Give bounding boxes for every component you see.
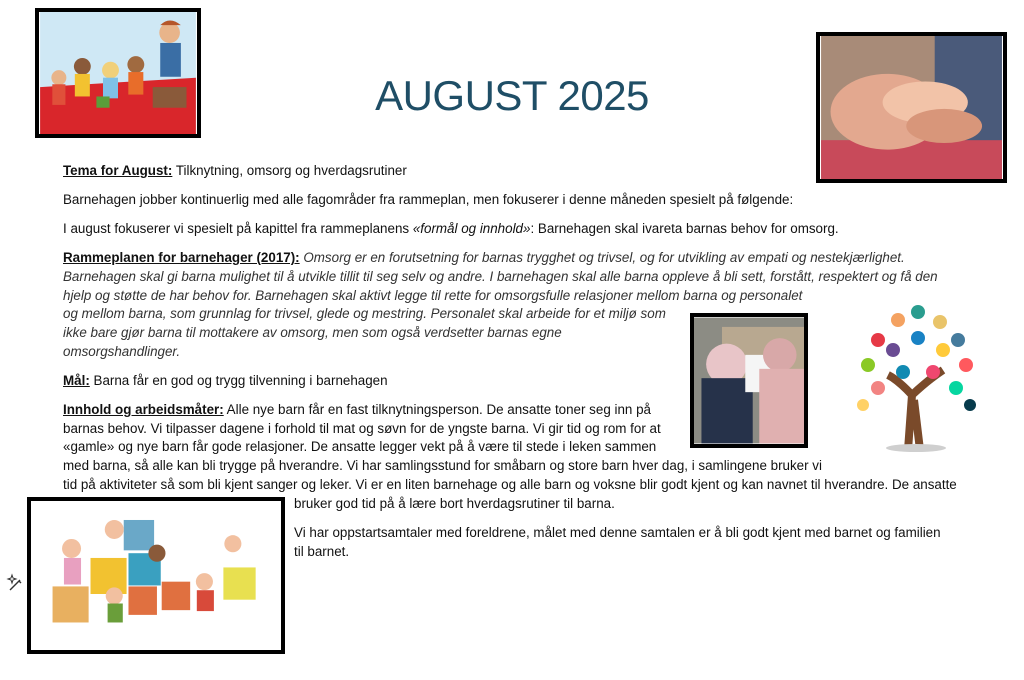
framework-line-1 [63, 248, 905, 268]
framework-line-2: Barnehagen skal gi barna mulighet til å utvikle tillit til seg selv og andre. I barnehagen skal alle barna oppleve å bli sett, forstått, respektert og få den [63, 269, 938, 284]
theme-label: Tema for August: [63, 163, 173, 178]
intro2-before: I august fokuserer vi spesielt på kapittel fra rammeplanens [63, 221, 413, 236]
framework-line-3: hjelp og støtte de har behov for. Barnehagen skal aktivt legge til rette for omsorgsfulle relasjoner mellom barna og personalet [63, 288, 803, 303]
goal-label: Mål: [63, 373, 90, 388]
content-line-5: tid på aktiviteter så som bli kjent sanger og leker. Vi er en liten barnehage og alle barn og voksne blir godt kjent og kan navnet til hverandre. De ansatte [63, 477, 957, 492]
startup-line-1: Vi har oppstartsamtaler med foreldrene, målet med denne samtalen er å bli godt kjent med barnet og familien [294, 525, 941, 540]
page-title: AUGUST 2025 [375, 72, 649, 119]
framework-line-6: omsorgshandlinger. [63, 344, 181, 359]
children-blocks-illustration [27, 497, 285, 654]
framework-line-4: og mellom barna, som grunnlag for trivsel, glede og mestring. Personalet skal arbeide for et miljø som [63, 306, 666, 321]
content-line-1 [63, 400, 651, 420]
kids-playing-illustration [35, 8, 201, 138]
goal-paragraph [63, 371, 388, 391]
startup-line-2: til barnet. [294, 544, 350, 559]
content-text-1: Alle nye barn får en fast tilknytningsperson. De ansatte toner seg inn på [223, 402, 651, 417]
intro2-after: : Barnehagen skal ivareta barnas behov for omsorg. [530, 221, 839, 236]
content-label: Innhold og arbeidsmåter: [63, 402, 224, 417]
children-crafting-photo [690, 313, 808, 448]
content-line-6: bruker god tid på å lære bort hverdagsrutiner til barna. [294, 496, 615, 511]
theme-paragraph [63, 161, 407, 181]
intro2-italic: «formål og innhold» [412, 221, 531, 236]
framework-label: Rammeplanen for barnehager (2017): [63, 250, 300, 265]
theme-text: Tilknytning, omsorg og hverdagsrutiner [172, 163, 407, 178]
framework-line-5: ikke bare gjør barna til mottakere av omsorg, men som også verdsetter barnas egne [63, 325, 562, 340]
intro-paragraph-2 [63, 219, 839, 239]
goal-text: Barna får en god og trygg tilvenning i barnehagen [89, 373, 388, 388]
sparkle-pen-icon[interactable] [6, 572, 28, 594]
framework-text-1: Omsorg er en forutsetning for barnas trygghet og trivsel, og for utvikling av empati og nestekjærlighet. [299, 250, 905, 265]
content-line-4: med barna, så alle kan bli trygge på hverandre. Vi har samlingsstund for småbarn og store barn hver dag, i samlingene bruker vi [63, 458, 822, 473]
hands-together-photo [816, 32, 1007, 183]
content-line-2: barnas behov. Vi tilpasser dagene i forhold til mat og søvn for de yngste barna. Vi gir tid og rom for at [63, 421, 661, 436]
content-line-3: «gamle» og nye barn får gode relasjoner. De ansatte legger vekt på å være til stede i leken sammen [63, 439, 657, 454]
intro-paragraph-1: Barnehagen jobber kontinuerlig med alle fagområder fra rammeplan, men fokuserer i denne måneden spesielt på følgende: [63, 192, 794, 207]
handprint-tree-illustration [848, 300, 984, 452]
